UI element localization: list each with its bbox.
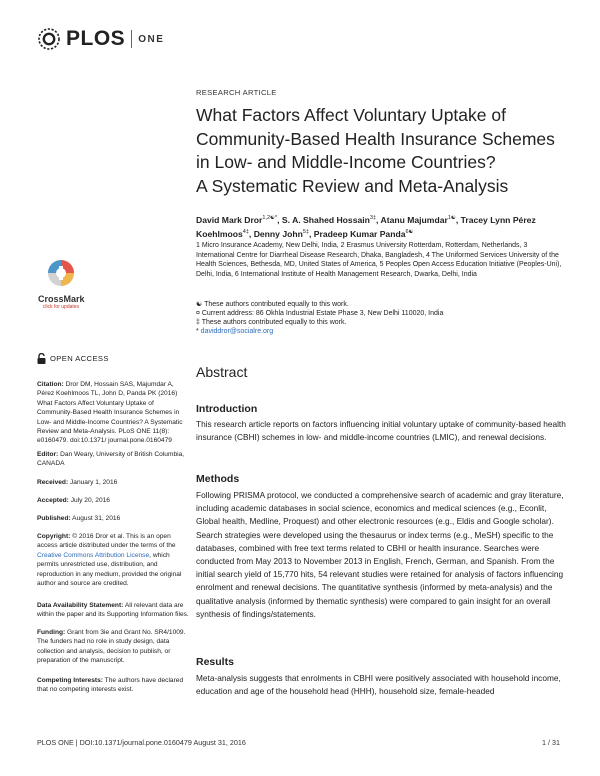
author-name[interactable]: , Tracey Lynn Pérez bbox=[455, 214, 536, 225]
funding-block bbox=[37, 628, 189, 666]
author-mark: 1,2☯* bbox=[262, 215, 278, 221]
author-mark: 6☯ bbox=[405, 228, 414, 235]
introduction-heading: Introduction bbox=[196, 403, 258, 415]
results-heading: Results bbox=[196, 656, 234, 668]
editor-text: Dan Weary, University of British Columbia, CANADA bbox=[37, 451, 185, 468]
license-link[interactable]: Creative Commons Attribution License bbox=[37, 551, 150, 559]
article-title bbox=[196, 104, 566, 198]
published-label: Published: bbox=[37, 515, 71, 522]
competing-interests-label: Competing Interests: bbox=[37, 677, 103, 684]
crossmark-label: CrossMark bbox=[38, 294, 85, 304]
author-mark: 1☯ bbox=[447, 215, 456, 221]
copyright-label: Copyright: bbox=[37, 533, 71, 540]
abstract-heading: Abstract bbox=[196, 364, 248, 380]
published-date: August 31, 2016 bbox=[72, 515, 121, 522]
methods-text: Following PRISMA protocol, we conducted a comprehensive search of academic and gray literature, including academic databases in social science, economics and medical sciences (e.g., Econlit, Global health, Medline, Proquest) and other electronic resources (e.g., Eldis and Google scholar). Search strategies were developed using the thesaurus or index terms (e.g., MeSH) specific to the databases, combined with free text terms related to CBHI or health insurance. Searches were conducted from May 2013 to November 2013 in English, French, German, and Spanish. From the initial search yield of 15,770 hits, 54 relevant studies were retained for analysis of factors influencing enrolment and renewal decisions. The quantitative synthesis (informed by meta-analysis) and the qualitative analysis (informed by thematic synthesis) were compared to gain insight for an overall synthesis of findings/statements. bbox=[196, 490, 564, 619]
results-text: Meta-analysis suggests that enrolments in CBHI were positively associated with household income, education and age of the household head (HHH), household size, female-headed bbox=[196, 673, 561, 697]
author-name[interactable]: , Denny John bbox=[248, 228, 303, 239]
copyright-text-pre: © 2016 Dror et al. This is an open access article distributed under the terms of the bbox=[37, 533, 176, 550]
author-name[interactable]: Koehlmoos bbox=[196, 228, 243, 239]
citation-label: Citation: bbox=[37, 381, 64, 388]
funding-label: Funding: bbox=[37, 629, 66, 636]
author-mark: 4‡ bbox=[242, 228, 249, 235]
title-line: Community-Based Health Insurance Schemes bbox=[196, 128, 555, 149]
equal-contribution-note-2: ‡ These authors contributed equally to this work. bbox=[196, 319, 347, 326]
crossmark-badge[interactable] bbox=[38, 258, 84, 310]
crossmark-sub: click for updates bbox=[42, 304, 80, 310]
data-availability-label: Data Availability Statement: bbox=[37, 602, 124, 609]
competing-interests-text: The authors have declared that no competing interests exist. bbox=[37, 677, 184, 694]
logo-divider bbox=[131, 30, 132, 48]
equal-contribution-note: ☯ These authors contributed equally to this work. bbox=[196, 301, 349, 308]
author-name[interactable]: , S. A. Shahed Hossain bbox=[277, 214, 370, 225]
published-block bbox=[37, 514, 189, 523]
accepted-block bbox=[37, 496, 189, 505]
journal-name: ONE bbox=[138, 33, 165, 45]
footer-citation: PLOS ONE | DOI:10.1371/journal.pone.0160479 August 31, 2016 bbox=[37, 738, 246, 747]
journal-logo[interactable] bbox=[36, 26, 164, 52]
received-block bbox=[37, 478, 189, 487]
corresponding-email-row bbox=[196, 327, 566, 336]
title-line: in Low- and Middle-Income Countries? bbox=[196, 152, 496, 172]
plos-logo-icon bbox=[36, 26, 62, 52]
copyright-block bbox=[37, 532, 189, 588]
open-access-label: OPEN ACCESS bbox=[50, 354, 109, 363]
page-number: 1 / 31 bbox=[542, 738, 560, 747]
competing-interests-block bbox=[37, 676, 189, 695]
title-line: A Systematic Review and Meta-Analysis bbox=[196, 175, 509, 196]
author-mark: 3‡ bbox=[369, 215, 377, 221]
author-list bbox=[196, 212, 566, 240]
author-notes bbox=[196, 300, 566, 336]
accepted-date: July 20, 2016 bbox=[70, 497, 110, 504]
received-label: Received: bbox=[37, 479, 69, 486]
crossmark-icon bbox=[38, 258, 84, 288]
current-address-note: ¤ Current address: 86 Okhla Industrial Estate Phase 3, New Delhi 110020, India bbox=[196, 310, 444, 317]
author-name[interactable]: David Mark Dror bbox=[196, 214, 263, 225]
title-line: What Factors Affect Voluntary Uptake of bbox=[196, 105, 506, 125]
open-access-badge bbox=[37, 353, 109, 364]
brand-name: PLOS bbox=[66, 27, 126, 50]
accepted-label: Accepted: bbox=[37, 497, 69, 504]
open-lock-icon bbox=[37, 353, 46, 364]
corresponding-email-link[interactable]: daviddror@socialre.org bbox=[200, 328, 274, 335]
introduction-text: This research article reports on factors influencing initial voluntary uptake of community-based health insurance (CBHI) schemes in low- and middle-income countries (LMIC), and renewal decisions. bbox=[196, 419, 566, 443]
editor-label: Editor: bbox=[37, 451, 59, 458]
affiliations: 1 Micro Insurance Academy, New Delhi, India, 2 Erasmus University Rotterdam, Rotterdam, Netherlands, 3 International Centre for Diarrheal Disease Research, Dhaka, Bangladesh, 4 The Uniformed Services University of the Health Sciences, Bethesda, MD, United States of America, 5 Peoples Open Access Education Initiative (Peoples-Uni), Delhi, India, 6 International Institute of Health Management Research, Dwarka, Delhi, India bbox=[196, 242, 562, 278]
author-mark: 5‡ bbox=[302, 228, 310, 235]
author-name[interactable]: , Pradeep Kumar Panda bbox=[309, 228, 406, 239]
received-date: January 1, 2016 bbox=[70, 479, 118, 486]
citation-block bbox=[37, 380, 189, 446]
data-availability-text: All relevant data are within the paper and its Supporting Information files. bbox=[37, 602, 189, 619]
data-availability-block bbox=[37, 601, 189, 620]
editor-block bbox=[37, 450, 189, 469]
copyright-text-post: , which permits unrestricted use, distribution, and reproduction in any medium, provided the original author and source are credited. bbox=[37, 551, 182, 588]
author-name[interactable]: , Atanu Majumdar bbox=[376, 214, 448, 225]
methods-heading: Methods bbox=[196, 473, 240, 485]
article-type: RESEARCH ARTICLE bbox=[196, 88, 277, 97]
corresponding-mark: * bbox=[196, 328, 201, 335]
funding-text: Grant from 3ie and Grant No. SR4/1009. The funders had no role in study design, data collection and analysis, decision to publish, or preparation of the manuscript. bbox=[37, 629, 186, 665]
citation-text: Dror DM, Hossain SAS, Majumdar A, Pérez Koehlmoos TL, John D, Panda PK (2016) What Factors Affect Voluntary Uptake of Community-Based Health Insurance Schemes in Low- and Middle-Income Countries? A Systematic Review and Meta-Analysis. PLoS ONE 11(8): e0160479. doi:10.1371/ journal.pone.0160479 bbox=[37, 381, 183, 445]
